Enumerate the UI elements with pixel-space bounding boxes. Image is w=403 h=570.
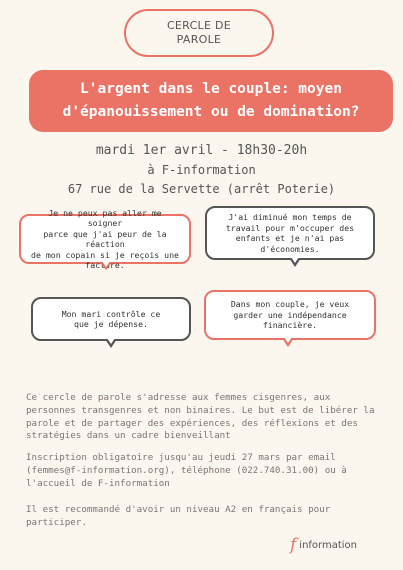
event-address: 67 rue de la Servette (arrêt Poterie) [67, 182, 336, 196]
quote-line: parce que j'ai peur de la réaction [43, 228, 167, 249]
quote-bubble-3 [31, 297, 191, 341]
text-line: Inscription obligatoire jusqu'au jeudi 27 mars par email [26, 452, 336, 463]
f-information-logo [290, 535, 357, 555]
event-date: mardi 1er avril - 18h30-20h [95, 143, 308, 158]
text-line: (femmes@f-information.org), téléphone (022.740.31.00) ou à [26, 464, 347, 476]
quote-bubble-2 [205, 206, 375, 260]
badge-line-2: PAROLE [176, 33, 222, 46]
quote-line: Dans mon couple, je veux [230, 299, 350, 310]
event-place: à F-information [147, 163, 256, 177]
text-line: parole et de partager des expériences, des réflexions et des [26, 417, 358, 429]
quote-line: de mon copain si je reçois une [31, 249, 179, 260]
badge-line-1: CERCLE DE [166, 19, 232, 32]
quote-line: travail pour m'occuper des [225, 222, 355, 233]
quote-line: Mon mari contrôle ce [61, 308, 161, 319]
quote-line: d'économies. [260, 243, 320, 254]
page-title [29, 70, 393, 132]
quote-tail-3-inner [107, 338, 115, 344]
quote-line: que je dépense. [74, 319, 148, 329]
text-line: Ce cercle de parole s'adresse aux femmes cisgenres, aux [26, 392, 331, 403]
logo-mark: f [290, 535, 297, 555]
text-line: stratégies dans un cadre bienveillant [26, 430, 231, 442]
language-paragraph [26, 504, 388, 530]
quote-line: garder une indépendance [233, 309, 347, 320]
quote-bubble-1 [19, 207, 191, 270]
quote-tail-1-inner [102, 261, 110, 267]
quote-tail-4-inner [284, 337, 292, 343]
quote-line: facture. [85, 260, 125, 270]
event-type-badge [124, 9, 274, 57]
text-line: participer. [26, 516, 87, 528]
registration-paragraph [26, 452, 388, 490]
quote-bubble-4 [204, 290, 376, 340]
quote-tail-2-inner [291, 257, 299, 263]
text-line: personnes transgenres et non binaires. Le but est de libérer la [26, 404, 375, 416]
logo-text: information [299, 539, 358, 551]
quote-line: financière. [262, 320, 318, 331]
title-line-1: L'argent dans le couple: moyen [80, 81, 342, 97]
quote-line: J'ai diminué mon temps de [228, 212, 352, 222]
text-line: l'accueil de F-information [26, 477, 170, 489]
quote-line: Je ne peux pas aller me soigner [48, 207, 162, 228]
description-paragraph [26, 392, 388, 443]
title-line-2: d'épanouissement ou de domination? [62, 104, 360, 120]
text-line: Il est recommandé d'avoir un niveau A2 en français pour [26, 504, 331, 515]
quote-line: enfants et je n'ai pas [235, 233, 345, 243]
